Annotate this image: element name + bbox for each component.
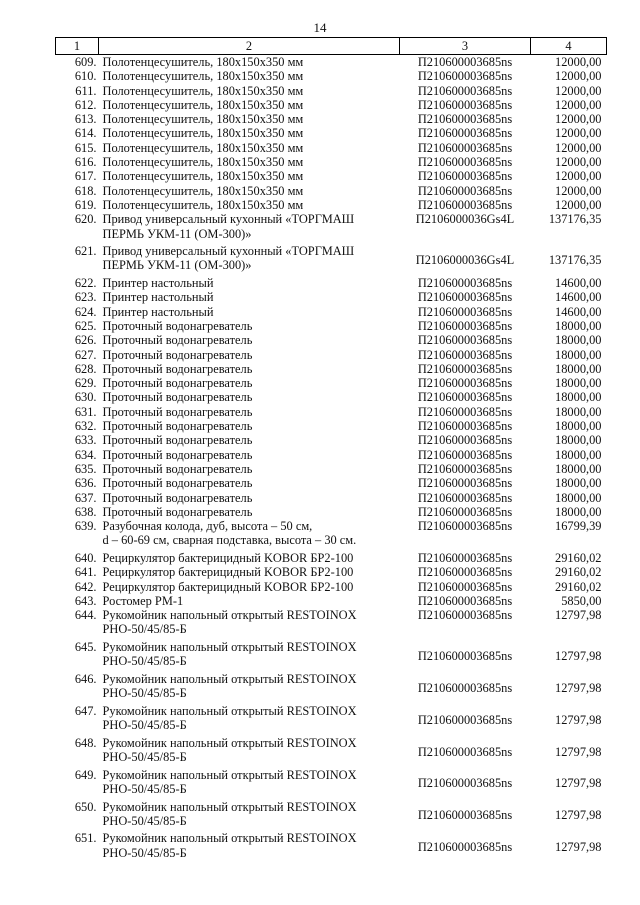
item-name-line: Проточный водонагреватель xyxy=(102,447,253,462)
inventory-code: П210600003685ns xyxy=(417,593,513,608)
item-price: 5850,00 xyxy=(561,593,602,608)
inventory-code: П210600003685ns xyxy=(417,290,513,305)
table-row xyxy=(56,640,607,672)
row-number: 623. xyxy=(74,290,97,305)
item-price: 12000,00 xyxy=(555,126,602,141)
row-number: 639. xyxy=(74,519,97,534)
table-row xyxy=(56,704,607,736)
item-name-line: Проточный водонагреватель xyxy=(102,419,253,434)
item-name-line: Рукомойник напольный открытый RESTOINOX xyxy=(102,735,357,750)
item-name-line: Полотенцесушитель, 180х150х350 мм xyxy=(102,183,304,198)
row-number: 637. xyxy=(74,490,97,505)
inventory-code: П210600003685ns xyxy=(417,447,513,462)
row-number: 610. xyxy=(74,69,97,84)
row-number: 621. xyxy=(74,244,97,259)
item-name xyxy=(99,800,400,832)
inventory-code: П210600003685ns xyxy=(417,419,513,434)
item-price: 29160,02 xyxy=(555,579,602,594)
row-number: 650. xyxy=(74,799,97,814)
row-number: 648. xyxy=(74,735,97,750)
item-name xyxy=(99,184,400,198)
item-name xyxy=(99,305,400,319)
item-name xyxy=(99,112,400,126)
item-name xyxy=(99,244,400,276)
item-name xyxy=(99,768,400,800)
inventory-code: П210600003685ns xyxy=(417,112,513,127)
row-number: 636. xyxy=(74,476,97,491)
table-row xyxy=(56,69,607,83)
item-name-line: Ростомер РМ-1 xyxy=(102,593,184,608)
item-price: 12000,00 xyxy=(555,55,602,69)
item-name-line: РНО-50/45/85-Б xyxy=(102,718,187,733)
item-name xyxy=(99,565,400,579)
item-name-line: Проточный водонагреватель xyxy=(102,376,253,391)
table-row xyxy=(56,476,607,490)
row-number: 615. xyxy=(74,140,97,155)
item-price: 18000,00 xyxy=(555,390,602,405)
inventory-code: П210600003685ns xyxy=(417,744,513,759)
item-name-line: ПЕРМЬ УКМ-11 (ОМ-300)» xyxy=(102,258,252,273)
item-price: 12797,98 xyxy=(555,776,602,791)
item-name-line: Принтер настольный xyxy=(102,290,214,305)
table-row xyxy=(56,290,607,304)
row-number: 617. xyxy=(74,169,97,184)
item-price: 18000,00 xyxy=(555,504,602,519)
inventory-code: П210600003685ns xyxy=(417,808,513,823)
row-number: 616. xyxy=(74,155,97,170)
table-row xyxy=(56,580,607,594)
table-row xyxy=(56,519,607,551)
row-number: 645. xyxy=(74,640,97,655)
table-row xyxy=(56,768,607,800)
table-row xyxy=(56,419,607,433)
inventory-code: П210600003685ns xyxy=(417,333,513,348)
table-row xyxy=(56,276,607,290)
item-name-line: Проточный водонагреватель xyxy=(102,318,253,333)
table-row xyxy=(56,551,607,565)
item-name xyxy=(99,405,400,419)
row-number: 651. xyxy=(74,831,97,846)
table-row xyxy=(56,736,607,768)
item-name-line: Рукомойник напольный открытый RESTOINOX xyxy=(102,608,357,623)
row-number: 640. xyxy=(74,550,97,565)
row-number: 641. xyxy=(74,565,97,580)
item-name xyxy=(99,69,400,83)
row-number: 631. xyxy=(74,404,97,419)
item-price: 12797,98 xyxy=(555,744,602,759)
inventory-code: П2106000036Gs4L xyxy=(415,212,515,227)
page-number: 14 xyxy=(313,20,327,35)
inventory-code: П2106000036Gs4L xyxy=(415,252,515,267)
item-name-line: Проточный водонагреватель xyxy=(102,404,253,419)
item-price: 12797,98 xyxy=(555,648,602,663)
item-price: 137176,35 xyxy=(548,252,602,267)
table-row xyxy=(56,433,607,447)
item-name xyxy=(99,580,400,594)
item-price: 12797,98 xyxy=(555,680,602,695)
table-row xyxy=(56,141,607,155)
item-name-line: Полотенцесушитель, 180х150х350 мм xyxy=(102,97,304,112)
table-row xyxy=(56,305,607,319)
inventory-code: П210600003685ns xyxy=(417,776,513,791)
item-name xyxy=(99,390,400,404)
item-name-line: Проточный водонагреватель xyxy=(102,433,253,448)
item-name-line: Проточный водонагреватель xyxy=(102,333,253,348)
item-name-line: Проточный водонагреватель xyxy=(102,504,253,519)
row-number: 620. xyxy=(74,212,97,227)
inventory-code: П210600003685ns xyxy=(417,376,513,391)
table-row xyxy=(56,198,607,212)
item-price: 18000,00 xyxy=(555,333,602,348)
item-price: 12797,98 xyxy=(555,840,602,855)
inventory-code: П210600003685ns xyxy=(417,712,513,727)
row-number: 643. xyxy=(74,593,97,608)
table-row xyxy=(56,608,607,640)
item-name-line: Рециркулятор бактерицидный KOBOR БР2-100 xyxy=(102,550,354,565)
item-name-line: Полотенцесушитель, 180х150х350 мм xyxy=(102,55,304,69)
row-number: 649. xyxy=(74,767,97,782)
item-name xyxy=(99,462,400,476)
item-price: 14600,00 xyxy=(555,290,602,305)
inventory-code: П210600003685ns xyxy=(417,55,513,69)
column-header-1: 1 xyxy=(56,38,99,55)
item-price: 18000,00 xyxy=(555,461,602,476)
row-number: 644. xyxy=(74,608,97,623)
item-name-line: Проточный водонагреватель xyxy=(102,461,253,476)
item-name-line: РНО-50/45/85-Б xyxy=(102,654,187,669)
inventory-code: П210600003685ns xyxy=(417,69,513,84)
row-number: 622. xyxy=(74,276,97,291)
table-row xyxy=(56,84,607,98)
item-name xyxy=(99,126,400,140)
inventory-code: П210600003685ns xyxy=(417,197,513,212)
item-name xyxy=(99,551,400,565)
table-row xyxy=(56,800,607,832)
item-name xyxy=(99,505,400,519)
inventory-code: П210600003685ns xyxy=(417,461,513,476)
row-number: 609. xyxy=(74,55,97,69)
inventory-code: П210600003685ns xyxy=(417,504,513,519)
inventory-code: П210600003685ns xyxy=(417,608,513,623)
item-name-line: Разубочная колода, дуб, высота – 50 см, xyxy=(102,519,313,534)
row-number: 624. xyxy=(74,304,97,319)
inventory-code: П210600003685ns xyxy=(417,404,513,419)
item-name xyxy=(99,98,400,112)
table-row xyxy=(56,98,607,112)
item-price: 18000,00 xyxy=(555,318,602,333)
item-price: 137176,35 xyxy=(548,212,602,227)
inventory-code: П210600003685ns xyxy=(417,840,513,855)
item-name xyxy=(99,491,400,505)
row-number: 630. xyxy=(74,390,97,405)
item-price: 18000,00 xyxy=(555,376,602,391)
table-row xyxy=(56,319,607,333)
item-name xyxy=(99,640,400,672)
row-number: 647. xyxy=(74,703,97,718)
item-name xyxy=(99,519,400,551)
item-price: 12797,98 xyxy=(555,608,602,623)
inventory-code: П210600003685ns xyxy=(417,304,513,319)
item-name-line: d – 60-69 см, сварная подставка, высота – 30 см. xyxy=(102,533,357,548)
item-name xyxy=(99,672,400,704)
inventory-code: П210600003685ns xyxy=(417,83,513,98)
table-row xyxy=(56,155,607,169)
table-row xyxy=(56,244,607,276)
item-name-line: Принтер настольный xyxy=(102,304,214,319)
item-name xyxy=(99,704,400,736)
item-name xyxy=(99,376,400,390)
item-price: 12000,00 xyxy=(555,155,602,170)
item-name xyxy=(99,419,400,433)
table-row xyxy=(56,184,607,198)
table-row xyxy=(56,565,607,579)
item-price: 14600,00 xyxy=(555,304,602,319)
item-name xyxy=(99,198,400,212)
item-name xyxy=(99,55,400,70)
row-number: 634. xyxy=(74,447,97,462)
table-row xyxy=(56,831,607,863)
item-name-line: Проточный водонагреватель xyxy=(102,390,253,405)
item-name xyxy=(99,433,400,447)
item-price: 12000,00 xyxy=(555,97,602,112)
row-number: 625. xyxy=(74,318,97,333)
inventory-code: П210600003685ns xyxy=(417,490,513,505)
item-name-line: Рукомойник напольный открытый RESTOINOX xyxy=(102,671,357,686)
item-price: 18000,00 xyxy=(555,433,602,448)
table-row xyxy=(56,333,607,347)
item-name xyxy=(99,155,400,169)
item-name xyxy=(99,212,400,244)
row-number: 613. xyxy=(74,112,97,127)
inventory-code: П210600003685ns xyxy=(417,276,513,291)
item-price: 16799,39 xyxy=(555,519,602,534)
column-header-3: 3 xyxy=(400,38,531,55)
item-name-line: Рукомойник напольный открытый RESTOINOX xyxy=(102,703,357,718)
row-number: 612. xyxy=(74,97,97,112)
inventory-code: П210600003685ns xyxy=(417,169,513,184)
item-price: 12797,98 xyxy=(555,712,602,727)
table-row xyxy=(56,126,607,140)
table-row xyxy=(56,462,607,476)
item-name-line: Принтер настольный xyxy=(102,276,214,291)
table-header-row xyxy=(56,38,607,55)
row-number: 632. xyxy=(74,419,97,434)
row-number: 611. xyxy=(75,83,97,98)
inventory-table xyxy=(55,37,607,863)
item-name xyxy=(99,608,400,640)
row-number: 629. xyxy=(74,376,97,391)
item-price: 12000,00 xyxy=(555,197,602,212)
item-name xyxy=(99,448,400,462)
inventory-code: П210600003685ns xyxy=(417,519,513,534)
item-name-line: Проточный водонагреватель xyxy=(102,361,253,376)
row-number: 618. xyxy=(74,183,97,198)
item-price: 18000,00 xyxy=(555,419,602,434)
table-row xyxy=(56,491,607,505)
item-price: 18000,00 xyxy=(555,490,602,505)
item-name xyxy=(99,476,400,490)
item-price: 12000,00 xyxy=(555,83,602,98)
row-number: 642. xyxy=(74,579,97,594)
item-name-line: Полотенцесушитель, 180х150х350 мм xyxy=(102,197,304,212)
row-number: 628. xyxy=(74,361,97,376)
item-price: 29160,02 xyxy=(555,565,602,580)
inventory-code: П210600003685ns xyxy=(417,648,513,663)
item-price: 18000,00 xyxy=(555,447,602,462)
table-row xyxy=(56,212,607,244)
item-name xyxy=(99,141,400,155)
inventory-code: П210600003685ns xyxy=(417,680,513,695)
table-row xyxy=(56,348,607,362)
item-name xyxy=(99,276,400,290)
item-name-line: РНО-50/45/85-Б xyxy=(102,781,187,796)
table-row xyxy=(56,672,607,704)
row-number: 633. xyxy=(74,433,97,448)
item-name-line: РНО-50/45/85-Б xyxy=(102,686,187,701)
table-row xyxy=(56,594,607,608)
inventory-code: П210600003685ns xyxy=(417,140,513,155)
item-name-line: Привод универсальный кухонный «ТОРГМАШ xyxy=(102,244,355,259)
item-name xyxy=(99,348,400,362)
item-name-line: Проточный водонагреватель xyxy=(102,347,253,362)
item-name-line: РНО-50/45/85-Б xyxy=(102,750,187,765)
item-name xyxy=(99,362,400,376)
item-price: 12000,00 xyxy=(555,169,602,184)
item-name-line: Полотенцесушитель, 180х150х350 мм xyxy=(102,155,304,170)
item-name-line: Рукомойник напольный открытый RESTOINOX xyxy=(102,799,357,814)
inventory-code: П210600003685ns xyxy=(417,155,513,170)
inventory-code: П210600003685ns xyxy=(417,347,513,362)
table-row xyxy=(56,405,607,419)
table-row xyxy=(56,362,607,376)
inventory-code: П210600003685ns xyxy=(417,579,513,594)
item-name-line: Рециркулятор бактерицидный KOBOR БР2-100 xyxy=(102,579,354,594)
row-number: 627. xyxy=(74,347,97,362)
table-row xyxy=(56,169,607,183)
table-row xyxy=(56,376,607,390)
inventory-code: П210600003685ns xyxy=(417,183,513,198)
inventory-code: П210600003685ns xyxy=(417,565,513,580)
row-number: 614. xyxy=(74,126,97,141)
item-price: 14600,00 xyxy=(555,276,602,291)
table-row xyxy=(56,55,607,70)
table-body xyxy=(56,55,607,864)
item-name-line: Полотенцесушитель, 180х150х350 мм xyxy=(102,83,304,98)
inventory-code: П210600003685ns xyxy=(417,476,513,491)
item-name-line: Полотенцесушитель, 180х150х350 мм xyxy=(102,112,304,127)
inventory-code: П210600003685ns xyxy=(417,550,513,565)
item-price: 12000,00 xyxy=(555,69,602,84)
item-price: 18000,00 xyxy=(555,361,602,376)
inventory-code: П210600003685ns xyxy=(417,433,513,448)
item-price: 29160,02 xyxy=(555,550,602,565)
item-price: 12000,00 xyxy=(555,140,602,155)
item-name-line: РНО-50/45/85-Б xyxy=(102,622,187,637)
item-name xyxy=(99,594,400,608)
item-name-line: Привод универсальный кухонный «ТОРГМАШ xyxy=(102,212,355,227)
row-number: 619. xyxy=(74,197,97,212)
item-name xyxy=(99,290,400,304)
row-number: 646. xyxy=(74,671,97,686)
item-name xyxy=(99,736,400,768)
item-name-line: Проточный водонагреватель xyxy=(102,476,253,491)
table-row xyxy=(56,448,607,462)
item-name-line: ПЕРМЬ УКМ-11 (ОМ-300)» xyxy=(102,226,252,241)
item-name-line: Рукомойник напольный открытый RESTOINOX xyxy=(102,767,357,782)
item-name-line: Полотенцесушитель, 180х150х350 мм xyxy=(102,140,304,155)
inventory-code: П210600003685ns xyxy=(417,97,513,112)
row-number: 638. xyxy=(74,504,97,519)
inventory-code: П210600003685ns xyxy=(417,318,513,333)
inventory-code: П210600003685ns xyxy=(417,390,513,405)
item-name-line: Полотенцесушитель, 180х150х350 мм xyxy=(102,126,304,141)
item-name-line: РНО-50/45/85-Б xyxy=(102,845,187,860)
table-row xyxy=(56,390,607,404)
item-name-line: Рециркулятор бактерицидный KOBOR БР2-100 xyxy=(102,565,354,580)
table-row xyxy=(56,505,607,519)
item-name-line: Полотенцесушитель, 180х150х350 мм xyxy=(102,169,304,184)
item-price: 12797,98 xyxy=(555,808,602,823)
column-header-2: 2 xyxy=(99,38,400,55)
item-name-line: Рукомойник напольный открытый RESTOINOX xyxy=(102,640,357,655)
item-name xyxy=(99,333,400,347)
item-name xyxy=(99,84,400,98)
item-name-line: Проточный водонагреватель xyxy=(102,490,253,505)
column-header-4: 4 xyxy=(531,38,607,55)
item-price: 12000,00 xyxy=(555,112,602,127)
inventory-code: П210600003685ns xyxy=(417,126,513,141)
item-price: 18000,00 xyxy=(555,476,602,491)
row-number: 626. xyxy=(74,333,97,348)
inventory-code: П210600003685ns xyxy=(417,361,513,376)
item-price: 12000,00 xyxy=(555,183,602,198)
item-price: 18000,00 xyxy=(555,404,602,419)
item-name xyxy=(99,169,400,183)
item-name-line: Рукомойник напольный открытый RESTOINOX xyxy=(102,831,357,846)
table-row xyxy=(56,112,607,126)
item-name xyxy=(99,319,400,333)
item-name xyxy=(99,831,400,863)
item-name-line: Полотенцесушитель, 180х150х350 мм xyxy=(102,69,304,84)
item-price: 18000,00 xyxy=(555,347,602,362)
row-number: 635. xyxy=(74,461,97,476)
item-name-line: РНО-50/45/85-Б xyxy=(102,813,187,828)
